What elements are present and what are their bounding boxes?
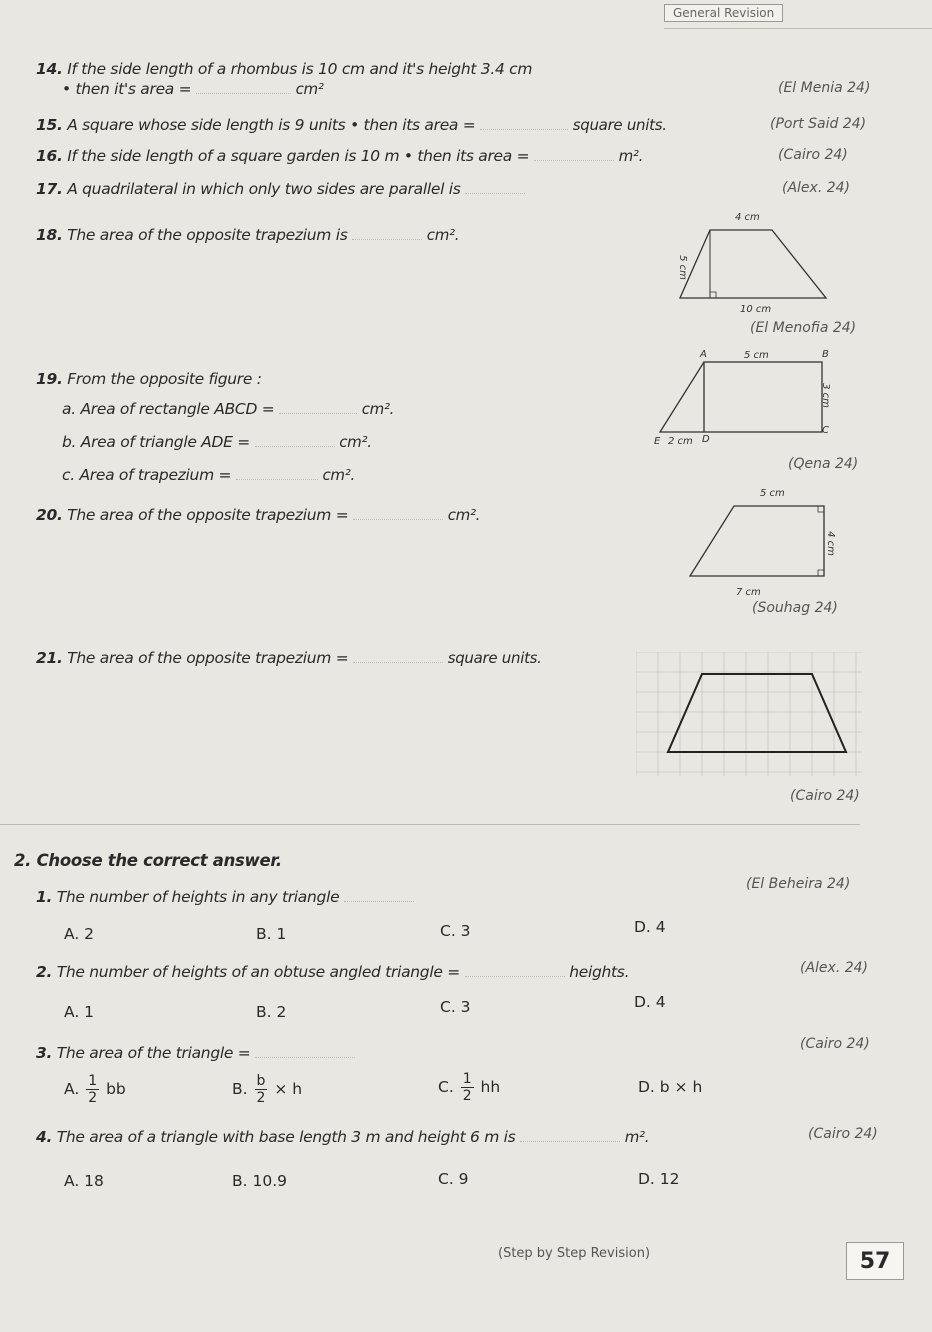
section-divider [0, 824, 860, 825]
source-q18: (El Menofia 24) [750, 320, 857, 336]
grid-trapezium-figure-q21 [636, 652, 862, 776]
c2-option-c[interactable]: C. 3 [440, 998, 471, 1016]
question-14-line2: • then it's area = cm² [62, 80, 324, 98]
question-21: 21. The area of the opposite trapezium = square units. [36, 649, 542, 667]
question-17: 17. A quadrilateral in which only two sides are parallel is [36, 180, 525, 198]
q19-label-C: C [822, 425, 829, 436]
c3-option-c[interactable]: C. $\frac{1}{2}$ hh [438, 1071, 501, 1104]
question-18: 18. The area of the opposite trapezium is cm². [36, 226, 460, 244]
source-q17: (Alex. 24) [782, 180, 851, 196]
source-q20: (Souhag 24) [752, 600, 838, 616]
header-divider [664, 28, 932, 29]
c2-option-d[interactable]: D. 4 [634, 993, 666, 1011]
c1-option-b[interactable]: B. 1 [256, 925, 287, 943]
q20-top-label: 5 cm [760, 488, 785, 499]
question-15: 15. A square whose side length is 9 units • then its area = square units. [36, 116, 667, 134]
source-c3: (Cairo 24) [800, 1036, 870, 1052]
q19-ed-label: 2 cm [668, 436, 693, 447]
q19-label-B: B [822, 349, 829, 360]
choice-question-4: 4. The area of a triangle with base length 3 m and height 6 m is m². [36, 1128, 650, 1146]
c4-option-b[interactable]: B. 10.9 [232, 1172, 287, 1190]
source-q19: (Qena 24) [788, 456, 859, 472]
c2-option-a[interactable]: A. 1 [64, 1003, 95, 1021]
q20-bottom-label: 7 cm [736, 587, 761, 598]
q20-side-label: 4 cm [824, 531, 836, 556]
trapezium-figure-q20 [686, 494, 846, 589]
source-q16: (Cairo 24) [778, 147, 848, 163]
rectangle-triangle-figure-q19 [652, 352, 832, 447]
c3-option-a[interactable]: A. $\frac{1}{2}$ bb [64, 1073, 126, 1106]
question-19c: c. Area of trapezium = cm². [62, 466, 355, 484]
c3-option-b[interactable]: B. $\frac{b}{2}$ × h [232, 1073, 303, 1106]
source-q14: (El Menia 24) [778, 80, 871, 96]
header-title: General Revision [664, 4, 783, 22]
question-16: 16. If the side length of a square garden is 10 m • then its area = m². [36, 147, 644, 165]
source-c2: (Alex. 24) [800, 960, 869, 976]
source-c1: (El Beheira 24) [746, 876, 851, 892]
q18-top-label: 4 cm [735, 212, 760, 223]
question-19a: a. Area of rectangle ABCD = cm². [62, 400, 395, 418]
c2-option-b[interactable]: B. 2 [256, 1003, 287, 1021]
section-2-title: 2. Choose the correct answer. [14, 851, 282, 870]
q19-side-label: 3 cm [819, 383, 831, 408]
page-number: 57 [846, 1242, 904, 1280]
choice-question-2: 2. The number of heights of an obtuse angled triangle = heights. [36, 963, 630, 981]
c1-option-a[interactable]: A. 2 [64, 925, 95, 943]
c4-option-c[interactable]: C. 9 [438, 1170, 469, 1188]
trapezium-figure-q18 [676, 210, 836, 310]
question-14: 14. If the side length of a rhombus is 10 cm and it's height 3.4 cm [36, 60, 533, 78]
choice-question-1: 1. The number of heights in any triangle [36, 888, 414, 906]
question-20: 20. The area of the opposite trapezium = cm². [36, 506, 481, 524]
q19-label-E: E [654, 436, 661, 447]
c3-option-d[interactable]: D. b × h [638, 1078, 703, 1096]
question-19: 19. From the opposite figure : [36, 370, 262, 388]
q18-bottom-label: 10 cm [740, 304, 772, 315]
source-q21: (Cairo 24) [790, 788, 860, 804]
c4-option-a[interactable]: A. 18 [64, 1172, 104, 1190]
c4-option-d[interactable]: D. 12 [638, 1170, 680, 1188]
footer-text: (Step by Step Revision) [498, 1246, 651, 1261]
choice-question-3: 3. The area of the triangle = [36, 1044, 355, 1062]
c1-option-c[interactable]: C. 3 [440, 922, 471, 940]
q19-top-label: 5 cm [744, 350, 769, 361]
q19-label-D: D [702, 434, 710, 445]
c1-option-d[interactable]: D. 4 [634, 918, 666, 936]
source-q15: (Port Said 24) [770, 116, 867, 132]
q19-label-A: A [700, 349, 707, 360]
source-c4: (Cairo 24) [808, 1126, 878, 1142]
q18-side-label: 5 cm [676, 255, 688, 280]
question-19b: b. Area of triangle ADE = cm². [62, 433, 372, 451]
